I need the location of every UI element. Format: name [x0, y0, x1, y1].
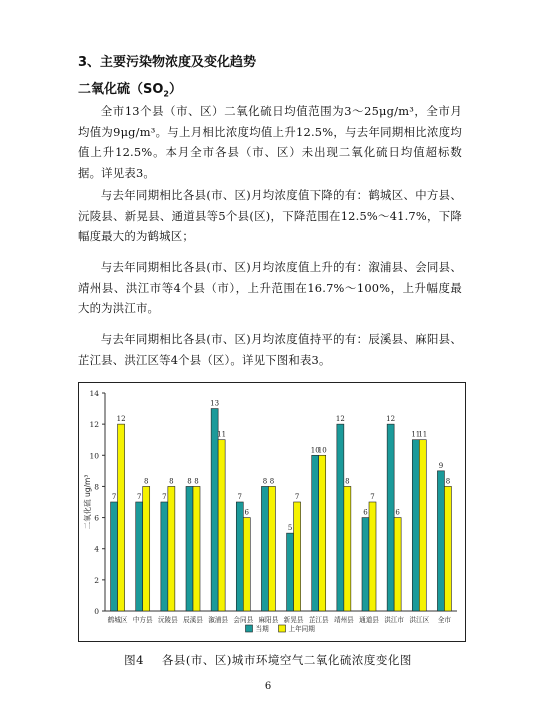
- x-tick-label: 通道县: [359, 616, 379, 624]
- y-axis-label: 二氧化硫 ug/m³: [83, 474, 92, 530]
- bar-data-label: 12: [116, 415, 126, 424]
- y-tick-label: 4: [94, 544, 99, 554]
- bar-data-label: 8: [194, 477, 199, 486]
- y-tick-label: 0: [94, 607, 99, 616]
- bar-current: [261, 486, 268, 611]
- chart-frame: [78, 382, 466, 642]
- bar-data-label: 12: [386, 415, 396, 424]
- bar-current: [387, 424, 394, 611]
- figure-caption-text: 各县(市、区)城市环境空气二氧化硫浓度变化图: [161, 653, 412, 667]
- bar-current: [186, 486, 193, 611]
- bar-current: [412, 440, 419, 611]
- bar-data-label: 7: [162, 493, 167, 501]
- bar-current: [437, 471, 444, 611]
- bar-current: [211, 409, 218, 611]
- bar-data-label: 11: [217, 430, 227, 439]
- bar-current: [362, 518, 369, 611]
- bar-last-year: [319, 455, 326, 611]
- bar-current: [337, 424, 344, 611]
- x-tick-label: 洪江区: [409, 616, 430, 624]
- bar-data-label: 8: [169, 477, 174, 486]
- bar-data-label: 7: [294, 493, 300, 501]
- figure-number: 图4: [124, 653, 144, 667]
- bar-current: [312, 455, 319, 611]
- bar-data-label: 8: [269, 477, 275, 486]
- bar-data-label: 8: [345, 477, 350, 486]
- x-tick-label: 会同县: [233, 616, 254, 624]
- bar-last-year: [344, 486, 351, 611]
- paragraph-summary: 全市13个县（市、区）二氧化硫日均值范围为3～25μg/m³，全市月均值为9μg/m³。与上月相比浓度均值上升12.5%，与去年同期相比浓度均值上升12.5%。本月全市各县（市、区）未出现二氧化硫日均值超标数据。详见表3。: [78, 104, 462, 180]
- page-number: 6: [264, 681, 272, 692]
- bar-current: [287, 533, 294, 611]
- paragraph-decrease: 与去年同期相比各县(市、区)月均浓度值下降的有：鹤城区、中方县、沅陵县、新晃县、通道县等5个县(区)，下降范围在12.5%～41.7%，下降幅度最大的为鹤城区；: [78, 188, 462, 243]
- bar-data-label: 6: [244, 508, 250, 517]
- y-tick-label: 12: [89, 420, 99, 430]
- bar-last-year: [168, 486, 175, 611]
- bar-last-year: [419, 440, 426, 611]
- bar-last-year: [294, 502, 301, 611]
- bar-data-label: 11: [411, 430, 421, 439]
- section-title: 3、主要污染物浓度及变化趋势: [78, 55, 257, 70]
- x-tick-label: 芷江县: [308, 616, 329, 624]
- bar-current: [161, 502, 168, 611]
- bar-data-label: 7: [136, 493, 142, 501]
- bar-data-label: 10: [317, 446, 327, 455]
- bar-last-year: [193, 486, 200, 611]
- bar-data-label: 9: [438, 461, 444, 470]
- bar-data-label: 12: [335, 415, 345, 424]
- bar-last-year: [218, 440, 225, 611]
- x-tick-label: 全市: [437, 616, 452, 624]
- legend-label-last-year: 上年同期: [288, 625, 315, 633]
- subsection-name: 二氧化硫（SO: [78, 82, 164, 97]
- paragraph-flat: 与去年同期相比各县(市、区)月均浓度值持平的有：辰溪县、麻阳县、芷江县、洪江区等4个县（区）。详见下图和表3。: [78, 332, 462, 367]
- bar-last-year: [268, 486, 275, 611]
- bar-data-label: 8: [187, 477, 192, 486]
- x-tick-label: 中方县: [132, 616, 153, 624]
- x-tick-label: 洪江市: [384, 616, 405, 624]
- figure-caption: [0, 652, 536, 668]
- bar-last-year: [394, 518, 401, 611]
- bar-data-label: 10: [310, 446, 320, 455]
- x-tick-label: 靖州县: [333, 616, 354, 624]
- subsection-close: ）: [169, 82, 183, 97]
- bar-data-label: 5: [287, 524, 293, 533]
- bar-data-label: 13: [210, 399, 220, 408]
- bar-current: [236, 502, 243, 611]
- x-tick-label: 新晃县: [283, 616, 304, 624]
- bar-data-label: 6: [395, 508, 400, 517]
- y-tick-label: 8: [94, 482, 99, 492]
- bar-current: [136, 502, 143, 611]
- bar-data-label: 8: [143, 477, 149, 486]
- bar-data-label: 7: [237, 493, 243, 501]
- x-tick-label: 鹤城区: [107, 616, 128, 624]
- bar-data-label: 8: [262, 477, 268, 486]
- x-tick-label: 沅陵县: [157, 616, 178, 624]
- bar-data-label: 11: [418, 430, 428, 439]
- subsection-subscript: 2: [163, 89, 169, 99]
- y-tick-label: 10: [89, 451, 99, 461]
- y-tick-label: 2: [94, 575, 99, 585]
- x-tick-label: 麻阳县: [258, 616, 279, 624]
- bar-data-label: 7: [111, 493, 117, 501]
- y-tick-label: 14: [89, 389, 99, 398]
- bar-data-label: 8: [445, 477, 451, 486]
- bar-last-year: [444, 486, 451, 611]
- bar-current: [111, 502, 118, 611]
- legend-label-current: 当期: [255, 625, 269, 633]
- paragraph-increase: 与去年同期相比各县(市、区)月均浓度值上升的有：溆浦县、会同县、靖州县、洪江市等4个县（市），上升范围在16.7%～100%，上升幅度最大的为洪江市。: [78, 260, 462, 315]
- subsection-title: [78, 78, 182, 99]
- bar-last-year: [118, 424, 125, 611]
- bar-data-label: 7: [370, 493, 375, 501]
- bar-last-year: [369, 502, 376, 611]
- y-tick-label: 6: [94, 513, 99, 523]
- legend-swatch-last-year: [279, 625, 286, 632]
- x-tick-label: 辰溪县: [183, 616, 203, 624]
- bar-data-label: 6: [363, 508, 368, 517]
- bar-last-year: [243, 518, 250, 611]
- legend-swatch-current: [246, 625, 253, 632]
- bar-last-year: [143, 486, 150, 611]
- so2-bar-chart: [79, 383, 465, 641]
- x-tick-label: 溆浦县: [208, 616, 229, 624]
